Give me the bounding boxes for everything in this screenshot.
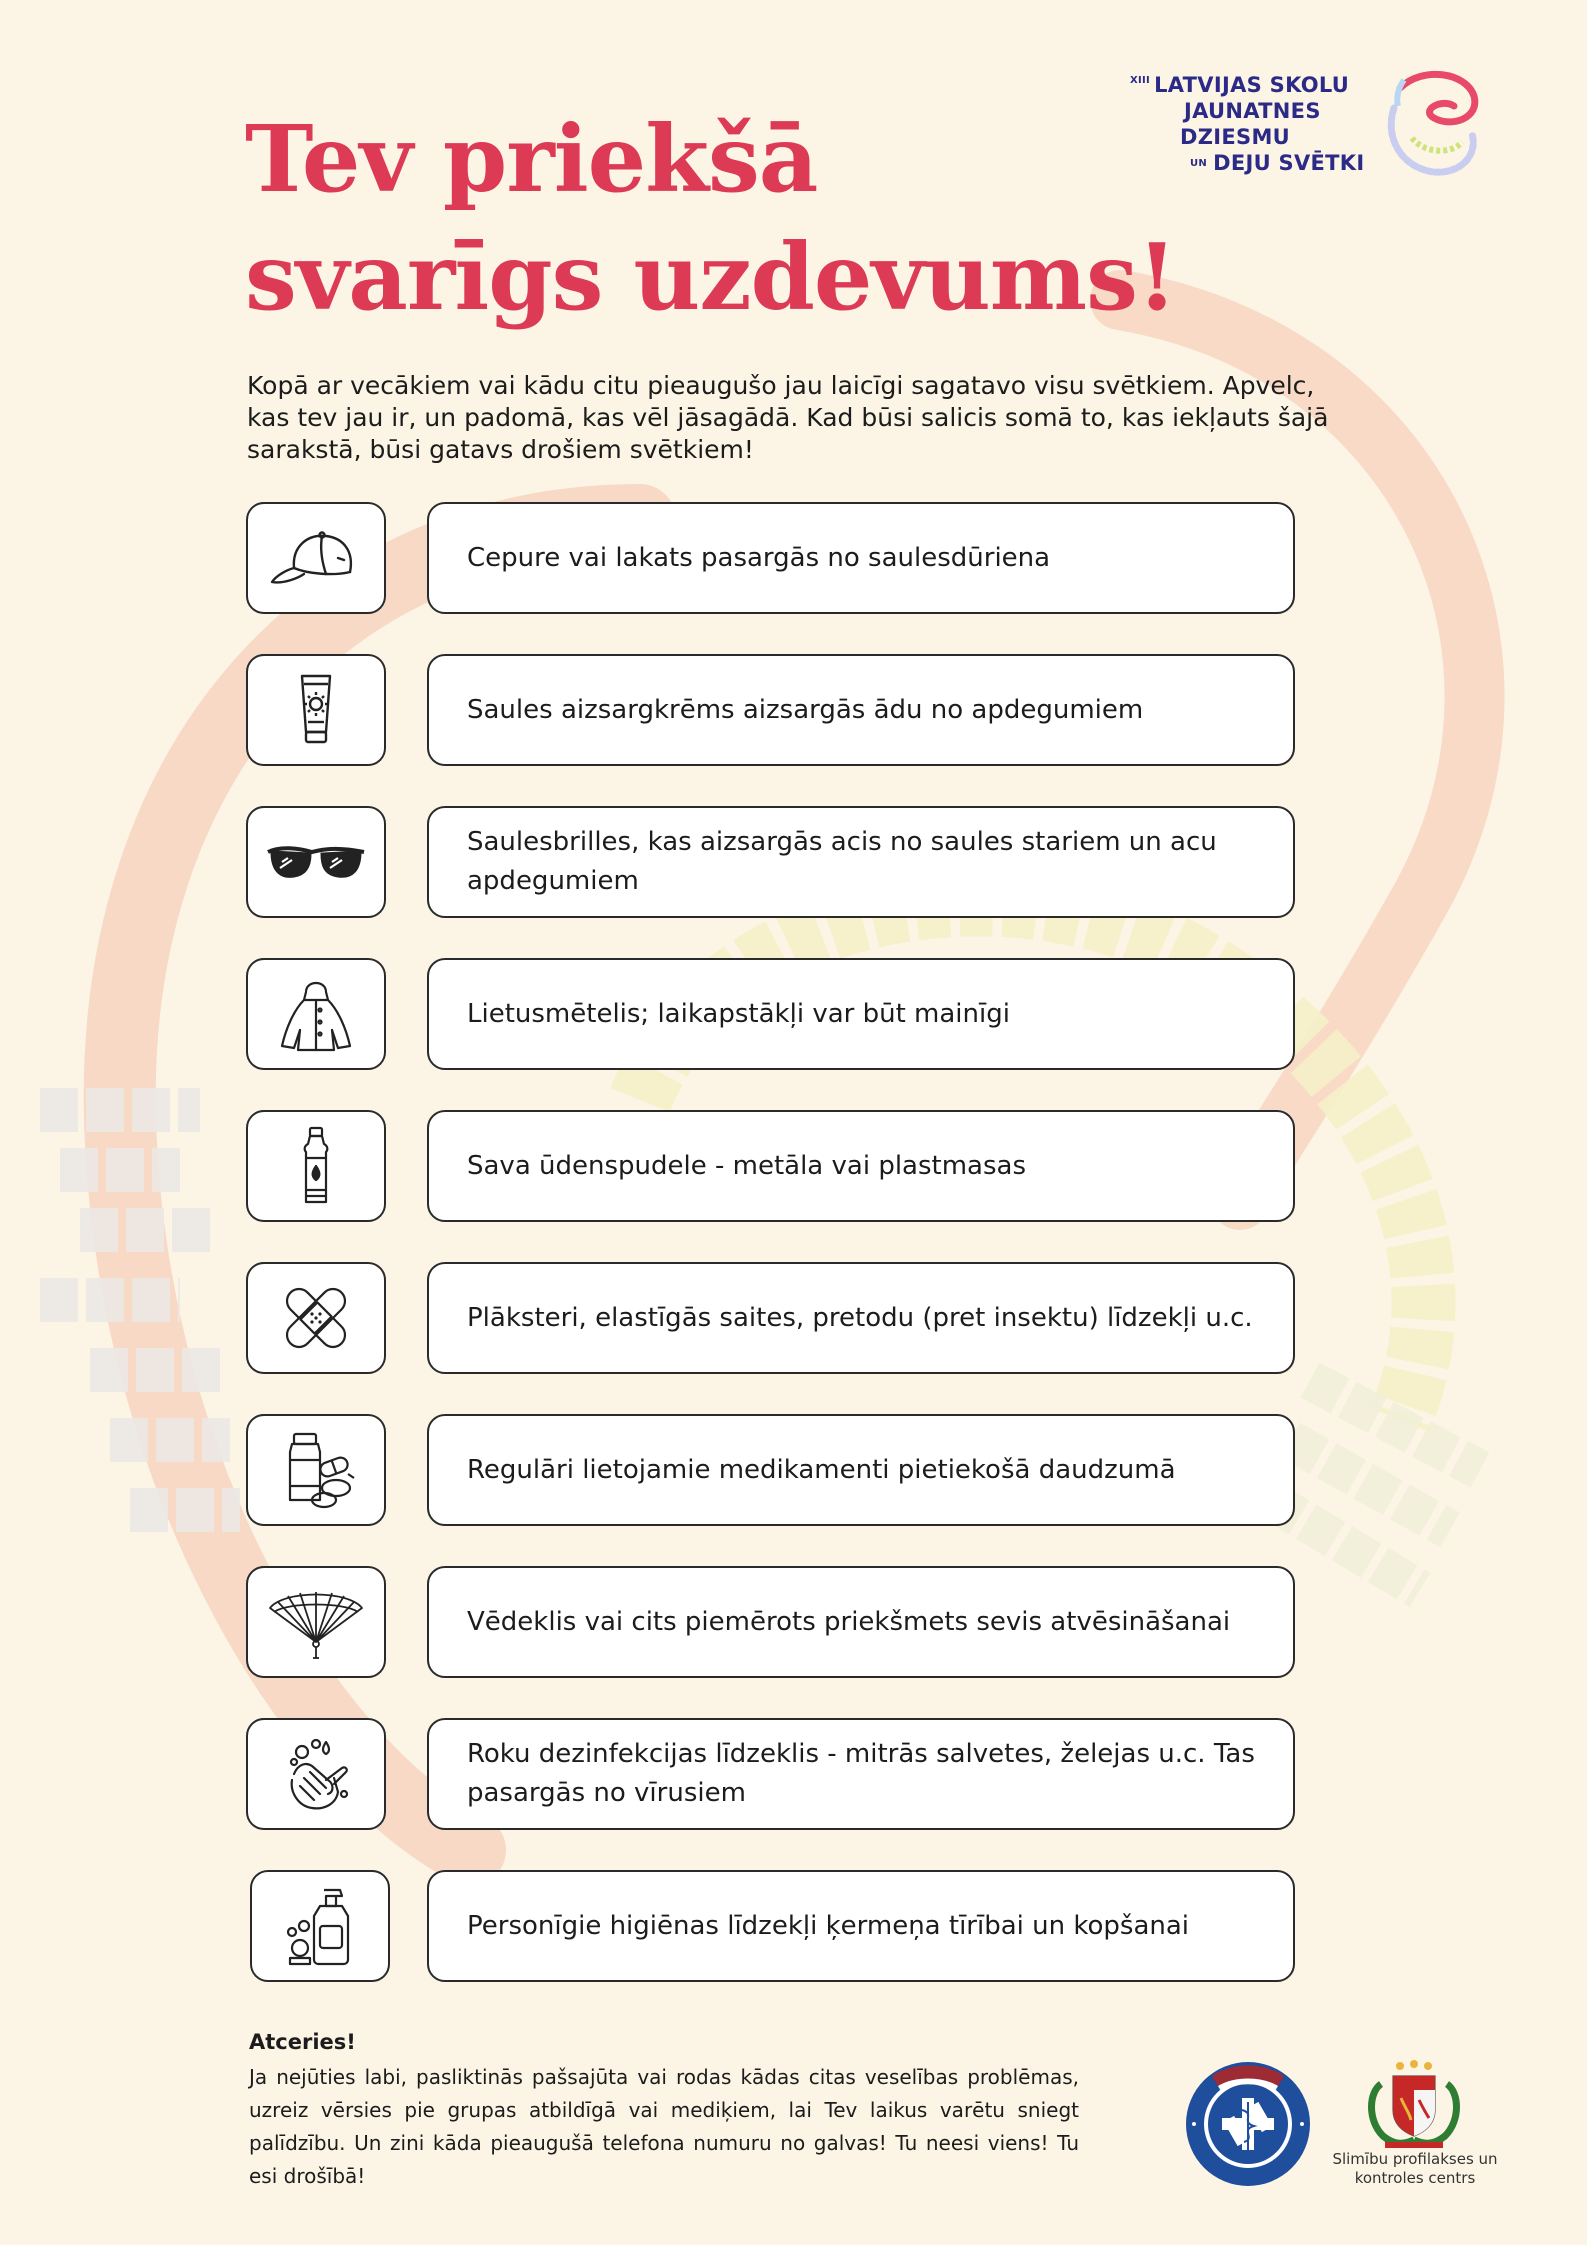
item-text: Saules aizsargkrēms aizsargās ādu no apdegumiem xyxy=(427,654,1295,766)
item-text: Regulāri lietojamie medikamenti pietiekošā daudzumā xyxy=(427,1414,1295,1526)
item-text: Cepure vai lakats pasargās no saulesdūriena xyxy=(427,502,1295,614)
logo-line-3: DZIESMU xyxy=(1180,125,1290,149)
logo-line-4: DEJU SVĒTKI xyxy=(1213,151,1365,175)
logo-line-2: JAUNATNES xyxy=(1184,99,1321,123)
checklist-item xyxy=(246,1414,1296,1530)
soap-dispenser-icon xyxy=(268,1886,372,1966)
fan-icon xyxy=(264,1582,368,1662)
partner-label-line-1: Slimību profilakses un xyxy=(1332,2150,1498,2168)
checklist-item xyxy=(246,502,1296,618)
footer-text: Ja nejūties labi, pasliktinās pašsajūta vai rodas kādas citas veselības problēmas, uzreiz vērsies pie grupas atbildīgā vai mediķiem, lai Tev laikus varētu sniegt palīdzību. Un zini kāda pieaugušā telefona numuru no galvas! Tu neesi viens! Tu esi drošībā! xyxy=(249,2065,1079,2188)
logo-superscript: XIII xyxy=(1130,75,1151,86)
title-line-1: Tev priekšā xyxy=(245,105,818,213)
logo-line-4-small: UN xyxy=(1190,158,1208,169)
checklist-item xyxy=(246,806,1296,922)
checklist-item xyxy=(246,654,1296,770)
checklist-item xyxy=(246,1262,1296,1378)
checklist-item xyxy=(246,1110,1296,1226)
partner-label-line-2: kontroles centrs xyxy=(1354,2169,1476,2187)
medicine-icon xyxy=(264,1430,368,1510)
hand-wash-icon xyxy=(264,1734,368,1814)
item-text: Sava ūdenspudele - metāla vai plastmasas xyxy=(427,1110,1295,1222)
checklist-item xyxy=(246,1566,1296,1682)
item-text: Vēdeklis vai cits piemērots priekšmets sevis atvēsināšanai xyxy=(427,1566,1295,1678)
page-title xyxy=(245,100,1245,336)
icon-box xyxy=(246,654,386,766)
icon-box xyxy=(246,1718,386,1830)
item-text: Personīgie higiēnas līdzekļi ķermeņa tīrībai un kopšanai xyxy=(427,1870,1295,1982)
icon-box xyxy=(250,1870,390,1982)
icon-box xyxy=(246,1414,386,1526)
item-text: Lietusmētelis; laikapstākļi var būt mainīgi xyxy=(427,958,1295,1070)
cap-icon xyxy=(264,518,368,598)
bandage-icon xyxy=(264,1278,368,1358)
icon-box xyxy=(246,1566,386,1678)
footer-title: Atceries! xyxy=(249,2030,356,2054)
icon-box xyxy=(246,1110,386,1222)
festival-logo-swirl-icon xyxy=(1382,68,1482,180)
partner-label xyxy=(1320,2150,1510,2188)
raincoat-icon xyxy=(264,974,368,1054)
item-text: Saulesbrilles, kas aizsargās acis no saules stariem un acu apdegumiem xyxy=(427,806,1295,918)
icon-box xyxy=(246,1262,386,1374)
logo-line-1: LATVIJAS SKOLU xyxy=(1154,73,1350,97)
checklist-item xyxy=(246,958,1296,1074)
title-line-2: svarīgs uzdevums! xyxy=(245,223,1177,331)
item-text: Roku dezinfekcijas līdzeklis - mitrās salvetes, želejas u.c. Tas pasargās no vīrusiem xyxy=(427,1718,1295,1830)
item-text: Plāksteri, elastīgās saites, pretodu (pret insektu) līdzekļi u.c. xyxy=(427,1262,1295,1374)
emergency-service-logo-icon xyxy=(1182,2058,1314,2190)
sunscreen-icon xyxy=(264,670,368,750)
intro-paragraph: Kopā ar vecākiem vai kādu citu pieaugušo jau laicīgi sagatavo visu svētkiem. Apvelc, kas tev jau ir, un padomā, kas vēl jāsagādā. Kad būsi salicis somā to, kas iekļauts šajā sarakstā, būsi gatavs drošiem svētkiem! xyxy=(247,371,1329,464)
icon-box xyxy=(246,958,386,1070)
water-bottle-icon xyxy=(264,1126,368,1206)
icon-box xyxy=(246,806,386,918)
coat-of-arms-logo-icon xyxy=(1365,2058,1463,2150)
checklist-item xyxy=(246,1718,1296,1834)
checklist-item xyxy=(246,1870,1296,1986)
sunglasses-icon xyxy=(264,822,368,902)
icon-box xyxy=(246,502,386,614)
